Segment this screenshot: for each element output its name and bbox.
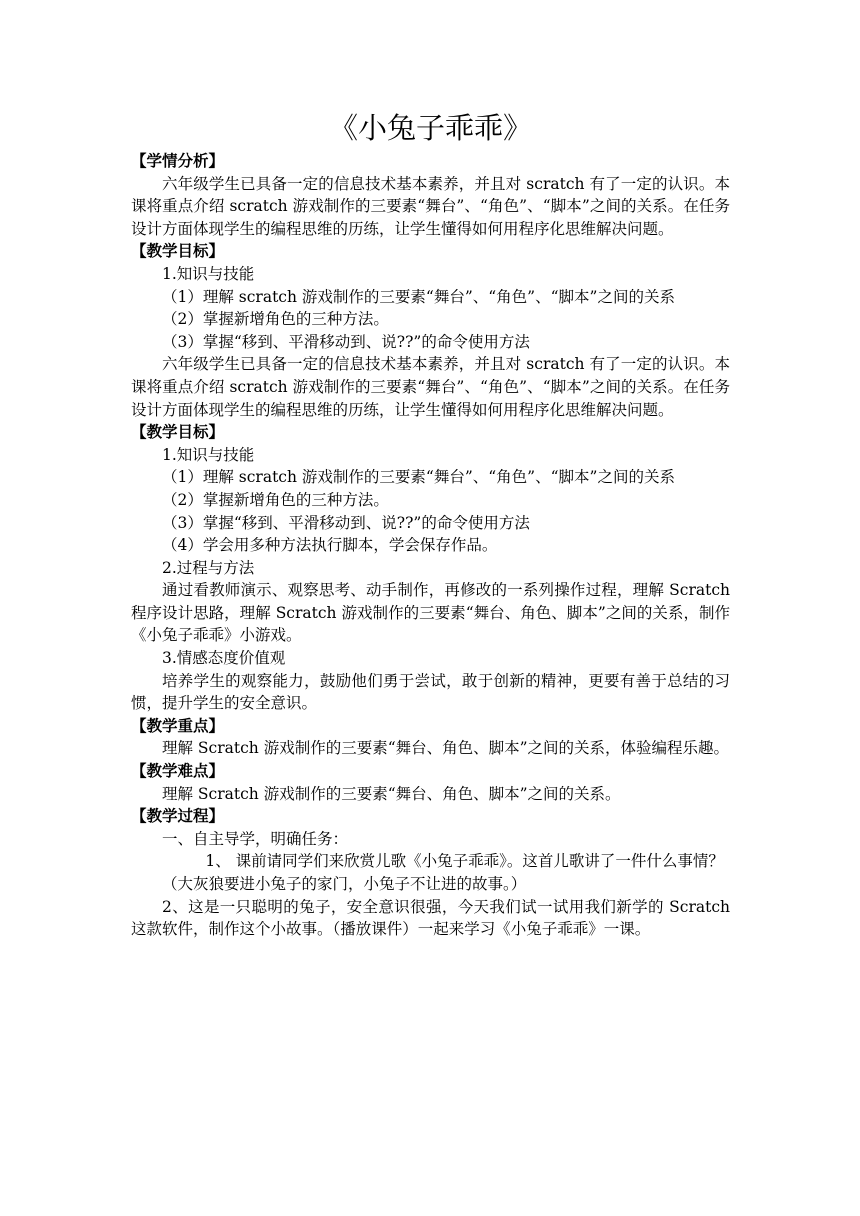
paragraph: 3.情感态度价值观 [162, 649, 286, 668]
paragraph: 2、这是一只聪明的兔子，安全意识很强，今天我们试一试用我们新学的 Scratch 这款软件，制作这个小故事。（播放课件）一起来学习《小兔子乖乖》一课。 [131, 897, 730, 939]
paragraph: （大灰狼要进小兔子的家门，小兔子不让进的故事。） [162, 875, 527, 893]
heading-process: 【教学过程】 [131, 806, 225, 826]
heading-objectives: 【教学目标】 [131, 241, 225, 261]
paragraph: 理解 Scratch 游戏制作的三要素“舞台、角色、脚本”之间的关系。 [162, 784, 621, 803]
heading-analysis: 【学情分析】 [131, 151, 225, 170]
paragraph: 通过看教师演示、观察思考、动手制作，再修改的一系列操作过程，理解 Scratch 程序设计思路，理解 Scratch 游戏制作的三要素“舞台、角色、脚本”之间的关系，制作《小兔子乖乖》小游戏。 [131, 581, 730, 645]
paragraph: 一、自主导学，明确任务： [162, 829, 349, 848]
paragraph: （2）掌握新增角色的三种方法。 [162, 310, 389, 329]
paragraph: 2.过程与方法 [162, 558, 255, 577]
paragraph: 六年级学生已具备一定的信息技术基本素养，并且对 scratch 有了一定的认识。本课将重点介绍 scratch 游戏制作的三要素“舞台”、“角色”、“脚本”之间的关系。在任务设计方面体现学生的编程思维的历练，让学生懂得如何用程序化思维解决问题。 [131, 174, 730, 238]
paragraph: 1.知识与技能 [162, 264, 255, 283]
heading-objectives: 【教学目标】 [131, 422, 225, 442]
paragraph: 理解 Scratch 游戏制作的三要素“舞台、角色、脚本”之间的关系，体验编程乐趣。 [162, 739, 730, 758]
paragraph: （4）学会用多种方法执行脚本，学会保存作品。 [162, 536, 498, 555]
paragraph: （3）掌握“移到、平滑移动到、说??”的命令使用方法 [162, 513, 530, 532]
paragraph: 培养学生的观察能力，鼓励他们勇于尝试，敢于创新的精神，更要有善于总结的习惯，提升学生的安全意识。 [131, 671, 730, 713]
paragraph: 1.知识与技能 [162, 445, 255, 464]
heading-key-points: 【教学重点】 [131, 715, 225, 735]
paragraph: （2）掌握新增角色的三种方法。 [162, 490, 389, 509]
paragraph: （1）理解 scratch 游戏制作的三要素“舞台”、“角色”、“脚本”之间的关系 [162, 468, 675, 487]
list-item: 1、 课前请同学们来欣赏儿歌《小兔子乖乖》。这首儿歌讲了一件什么事情？ [205, 852, 724, 871]
paragraph: （3）掌握“移到、平滑移动到、说??”的命令使用方法 [162, 332, 530, 351]
paragraph: （1）理解 scratch 游戏制作的三要素“舞台”、“角色”、“脚本”之间的关系 [162, 287, 675, 306]
document-title: 《小兔子乖乖》 [328, 111, 532, 145]
heading-difficulties: 【教学难点】 [131, 761, 225, 781]
paragraph: 六年级学生已具备一定的信息技术基本素养，并且对 scratch 有了一定的认识。本课将重点介绍 scratch 游戏制作的三要素“舞台”、“角色”、“脚本”之间的关系。在任务设计方面体现学生的编程思维的历练，让学生懂得如何用程序化思维解决问题。 [131, 355, 730, 419]
